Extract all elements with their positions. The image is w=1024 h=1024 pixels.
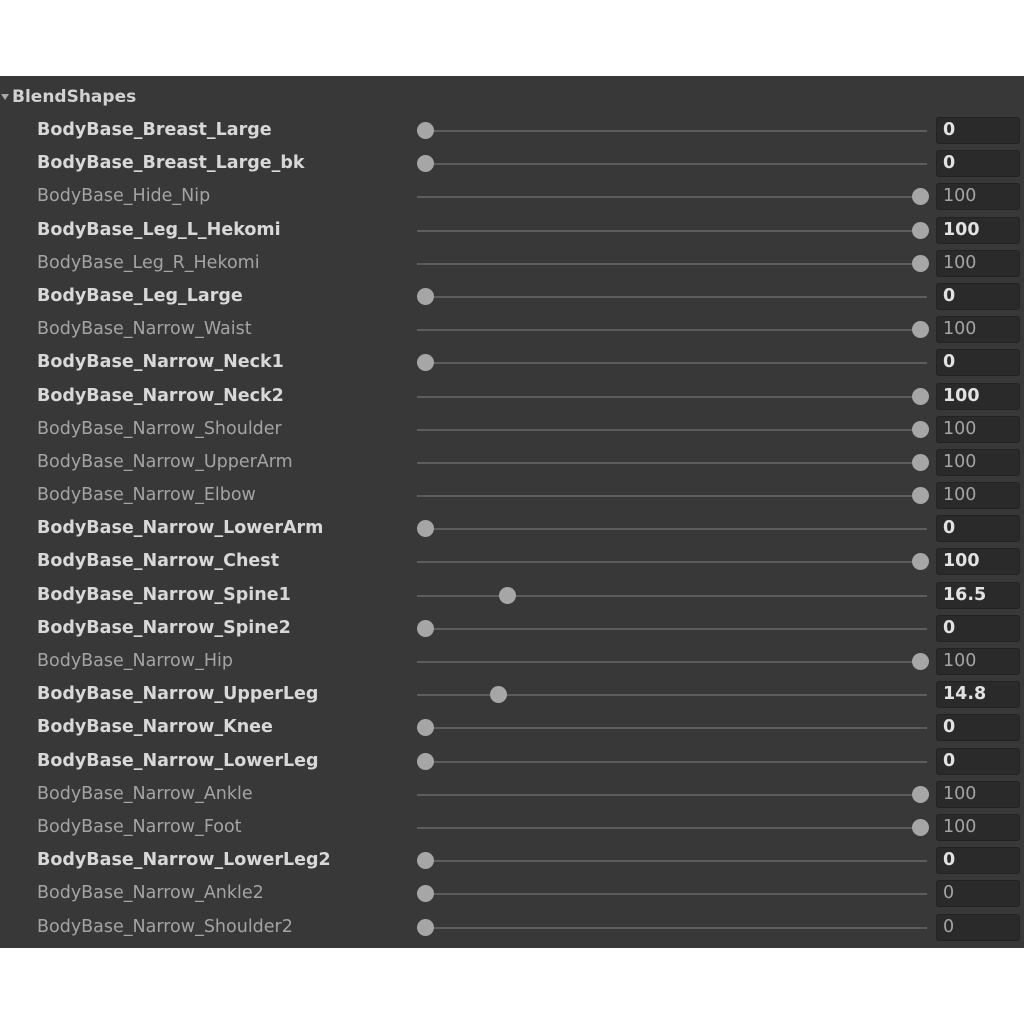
slider-track[interactable] [417,429,927,431]
blendshape-label: BodyBase_Leg_Large [37,285,243,306]
blendshape-row [0,180,1024,213]
blendshape-row [0,380,1024,413]
slider-thumb[interactable] [417,919,434,936]
slider-track[interactable] [417,528,927,530]
blendshape-row [0,579,1024,612]
slider-thumb[interactable] [912,188,929,205]
slider-track[interactable] [417,329,927,331]
slider-thumb[interactable] [499,587,516,604]
blendshape-label: BodyBase_Leg_L_Hekomi [37,219,281,240]
blendshape-label: BodyBase_Narrow_Waist [37,319,252,340]
slider-track[interactable] [417,794,927,796]
blendshape-row [0,147,1024,180]
slider-track[interactable] [417,263,927,265]
value-field[interactable]: 100 [936,316,1020,343]
value-field[interactable]: 100 [936,482,1020,509]
blendshape-row [0,612,1024,645]
blendshape-label: BodyBase_Narrow_Ankle [37,783,253,804]
blendshape-label: BodyBase_Narrow_Shoulder2 [37,916,293,937]
value-field[interactable]: 0 [936,714,1020,741]
blendshape-row [0,413,1024,446]
slider-thumb[interactable] [417,288,434,305]
slider-track[interactable] [417,561,927,563]
slider-thumb[interactable] [417,620,434,637]
value-field[interactable]: 100 [936,648,1020,675]
blendshape-row [0,811,1024,844]
blendshape-row [0,877,1024,910]
value-field[interactable]: 0 [936,880,1020,907]
blendshape-row [0,280,1024,313]
slider-thumb[interactable] [417,122,434,139]
value-field[interactable]: 0 [936,117,1020,144]
slider-track[interactable] [417,827,927,829]
blendshape-label: BodyBase_Breast_Large [37,120,272,140]
slider-thumb[interactable] [417,852,434,869]
slider-thumb[interactable] [417,885,434,902]
blendshape-label: BodyBase_Narrow_Chest [37,551,280,572]
blendshape-label: BodyBase_Hide_Nip [37,186,211,207]
inspector-panel [0,76,1024,948]
slider-track[interactable] [417,163,927,165]
slider-thumb[interactable] [490,686,507,703]
value-field[interactable]: 0 [936,283,1020,310]
value-field[interactable]: 0 [936,150,1020,177]
blendshape-row [0,545,1024,578]
blendshape-label: BodyBase_Narrow_Ankle2 [37,883,264,904]
blendshape-label: BodyBase_Narrow_Hip [37,651,233,671]
slider-track[interactable] [417,396,927,398]
blendshape-row [0,745,1024,778]
blendshape-label: BodyBase_Narrow_LowerLeg2 [37,850,331,871]
value-field[interactable]: 100 [936,217,1020,244]
blendshape-row [0,678,1024,711]
slider-track[interactable] [417,893,927,895]
blendshape-label: BodyBase_Narrow_Elbow [37,485,256,506]
slider-track[interactable] [417,462,927,464]
slider-track[interactable] [417,661,927,663]
blendshape-label: BodyBase_Leg_R_Hekomi [37,252,260,273]
slider-thumb[interactable] [417,155,434,172]
slider-thumb[interactable] [912,222,929,239]
slider-thumb[interactable] [912,786,929,803]
value-field[interactable]: 100 [936,416,1020,443]
slider-track[interactable] [417,296,927,298]
blendshape-label: BodyBase_Narrow_UpperLeg [37,684,319,705]
blendshape-label: BodyBase_Narrow_Shoulder [37,418,282,439]
slider-track[interactable] [417,595,927,597]
blendshape-label: BodyBase_Narrow_Neck1 [37,352,284,373]
slider-track[interactable] [417,927,927,929]
slider-thumb[interactable] [417,520,434,537]
value-field[interactable]: 100 [936,183,1020,210]
blendshape-row [0,645,1024,678]
value-field[interactable]: 16.5 [936,582,1020,609]
blendshape-row [0,114,1024,147]
section-title: BlendShapes [12,87,137,107]
value-field[interactable]: 100 [936,250,1020,277]
value-field[interactable]: 0 [936,615,1020,642]
slider-thumb[interactable] [912,653,929,670]
value-field[interactable]: 100 [936,781,1020,808]
slider-thumb[interactable] [417,753,434,770]
blendshape-label: BodyBase_Narrow_Spine1 [37,584,291,605]
slider-track[interactable] [417,130,927,132]
slider-thumb[interactable] [912,321,929,338]
blendshape-row [0,446,1024,479]
blendshape-row [0,512,1024,545]
value-field[interactable]: 100 [936,383,1020,410]
value-field[interactable]: 100 [936,548,1020,575]
blendshape-label: BodyBase_Narrow_Spine2 [37,617,291,638]
slider-thumb[interactable] [417,354,434,371]
blendshape-row [0,711,1024,744]
value-field[interactable]: 14.8 [936,681,1020,708]
blendshape-row [0,479,1024,512]
slider-thumb[interactable] [912,487,929,504]
value-field[interactable]: 0 [936,847,1020,874]
slider-track[interactable] [417,495,927,497]
blendshape-label: BodyBase_Narrow_Foot [37,816,242,837]
blendshapes-foldout-header[interactable] [0,84,136,110]
slider-track[interactable] [417,230,927,232]
slider-thumb[interactable] [912,421,929,438]
slider-track[interactable] [417,761,927,763]
foldout-arrow-icon[interactable] [1,94,9,100]
blendshape-row [0,247,1024,280]
slider-track[interactable] [417,860,927,862]
blendshape-label: BodyBase_Narrow_UpperArm [37,451,293,472]
value-field[interactable]: 0 [936,914,1020,941]
blendshape-row [0,214,1024,247]
blendshape-list [0,114,1024,944]
slider-track[interactable] [417,628,927,630]
blendshape-row [0,844,1024,877]
slider-thumb[interactable] [417,719,434,736]
blendshape-label: BodyBase_Breast_Large_bk [37,153,305,174]
value-field[interactable]: 0 [936,515,1020,542]
blendshape-label: BodyBase_Narrow_Knee [37,717,273,738]
slider-track[interactable] [417,196,927,198]
slider-thumb[interactable] [912,454,929,471]
blendshape-label: BodyBase_Narrow_Neck2 [37,385,284,406]
blendshape-row [0,346,1024,379]
blendshape-label: BodyBase_Narrow_LowerLeg [37,750,319,771]
value-field[interactable]: 0 [936,349,1020,376]
slider-thumb[interactable] [912,388,929,405]
value-field[interactable]: 100 [936,449,1020,476]
slider-thumb[interactable] [912,819,929,836]
slider-thumb[interactable] [912,255,929,272]
blendshape-row [0,313,1024,346]
value-field[interactable]: 0 [936,748,1020,775]
slider-track[interactable] [417,362,927,364]
slider-track[interactable] [417,727,927,729]
slider-thumb[interactable] [912,553,929,570]
blendshape-row [0,911,1024,944]
value-field[interactable]: 100 [936,814,1020,841]
blendshape-label: BodyBase_Narrow_LowerArm [37,518,324,539]
blendshape-row [0,778,1024,811]
